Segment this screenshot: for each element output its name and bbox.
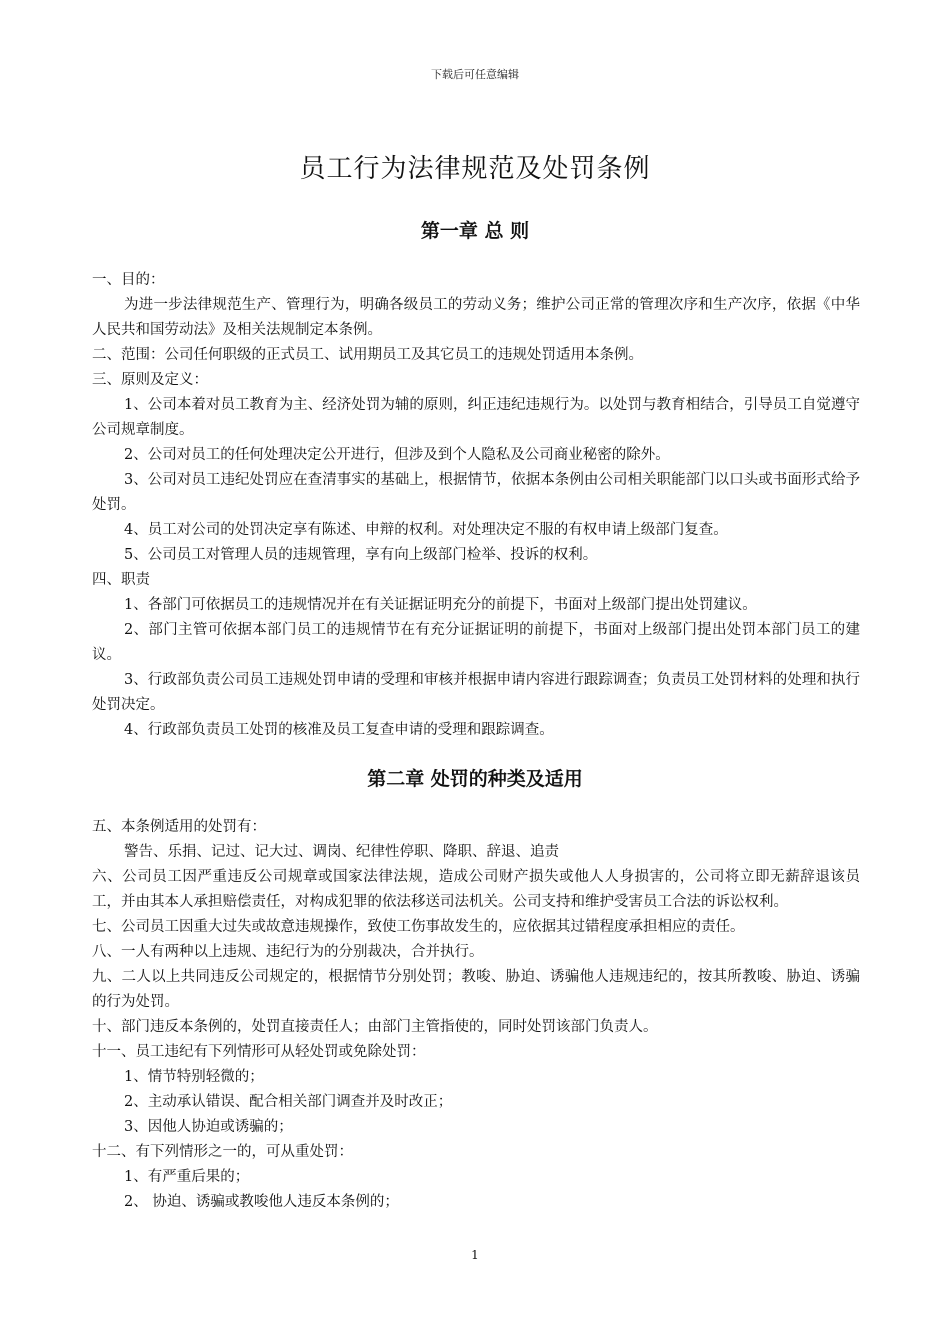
paragraph: 十、部门违反本条例的，处罚直接责任人；由部门主管指使的，同时处罚该部门负责人。	[92, 1019, 658, 1035]
paragraph: 1、公司本着对员工教育为主、经济处罚为辅的原则，纠正违纪违规行为。以处罚与教育相结合，引导员工自觉遵守公司规章制度。	[92, 397, 860, 438]
paragraph: 3、公司对员工违纪处罚应在查清事实的基础上，根据情节，依据本条例由公司相关职能部门以口头或书面形式给予处罚。	[92, 472, 860, 513]
header-note: 下载后可任意编辑	[431, 68, 519, 81]
paragraph: 2、主动承认错误、配合相关部门调查并及时改正；	[124, 1094, 453, 1110]
paragraph: 十二、有下列情形之一的，可从重处罚：	[92, 1144, 353, 1160]
paragraph: 4、行政部负责员工处罚的核准及员工复查申请的受理和跟踪调查。	[124, 722, 554, 738]
paragraph: 四、职责	[92, 572, 150, 588]
paragraph: 1、各部门可依据员工的违规情况并在有关证据证明充分的前提下，书面对上级部门提出处罚建议。	[124, 597, 757, 613]
paragraph: 三、原则及定义：	[92, 372, 208, 388]
document-title: 员工行为法律规范及处罚条例	[299, 154, 651, 184]
paragraph: 为进一步法律规范生产、管理行为，明确各级员工的劳动义务；维护公司正常的管理次序和生产次序，依据《中华人民共和国劳动法》及相关法规制定本条例。	[92, 297, 860, 338]
paragraph: 2、公司对员工的任何处理决定公开进行，但涉及到个人隐私及公司商业秘密的除外。	[124, 447, 670, 463]
paragraph: 2、 协迫、诱骗或教唆他人违反本条例的；	[124, 1194, 399, 1210]
paragraph: 1、情节特别轻微的；	[124, 1069, 264, 1085]
page-number: 1	[471, 1248, 479, 1262]
paragraph: 九、二人以上共同违反公司规定的，根据情节分别处罚；教唆、胁迫、诱骗他人违规违纪的，按其所教唆、胁迫、诱骗的行为处罚。	[92, 969, 860, 1010]
paragraph: 2、部门主管可依据本部门员工的违规情节在有充分证据证明的前提下，书面对上级部门提出处罚本部门员工的建议。	[92, 622, 860, 663]
paragraph: 3、行政部负责公司员工违规处罚申请的受理和审核并根据申请内容进行跟踪调查；负责员工处罚材料的处理和执行处罚决定。	[92, 672, 860, 713]
paragraph: 5、公司员工对管理人员的违规管理，享有向上级部门检举、投诉的权利。	[124, 547, 598, 563]
paragraph: 二、范围：公司任何职级的正式员工、试用期员工及其它员工的违规处罚适用本条例。	[92, 347, 643, 363]
paragraph: 警告、乐捐、记过、记大过、调岗、纪律性停职、降职、辞退、追责	[124, 844, 559, 860]
chapter-2-body	[92, 815, 860, 1215]
paragraph: 十一、员工违纪有下列情形可从轻处罚或免除处罚：	[92, 1044, 426, 1060]
paragraph: 七、公司员工因重大过失或故意违规操作，致使工伤事故发生的，应依据其过错程度承担相应的责任。	[92, 919, 745, 935]
paragraph: 五、本条例适用的处罚有：	[92, 819, 266, 835]
paragraph: 1、有严重后果的；	[124, 1169, 250, 1185]
chapter-2-heading: 第二章 处罚的种类及适用	[367, 768, 583, 790]
paragraph: 八、一人有两种以上违规、违纪行为的分别裁决，合并执行。	[92, 944, 484, 960]
chapter-1-heading: 第一章 总 则	[420, 220, 530, 242]
chapter-1-body	[92, 268, 860, 743]
paragraph: 3、因他人协迫或诱骗的；	[124, 1119, 293, 1135]
paragraph: 一、目的：	[92, 272, 165, 288]
paragraph: 六、公司员工因严重违反公司规章或国家法律法规，造成公司财产损失或他人人身损害的，公司将立即无薪辞退该员工，并由其本人承担赔偿责任，对构成犯罪的依法移送司法机关。公司支持和维护受害员工合法的诉讼权利。	[92, 869, 860, 910]
paragraph: 4、员工对公司的处罚决定享有陈述、申辩的权利。对处理决定不服的有权申请上级部门复查。	[124, 522, 728, 538]
